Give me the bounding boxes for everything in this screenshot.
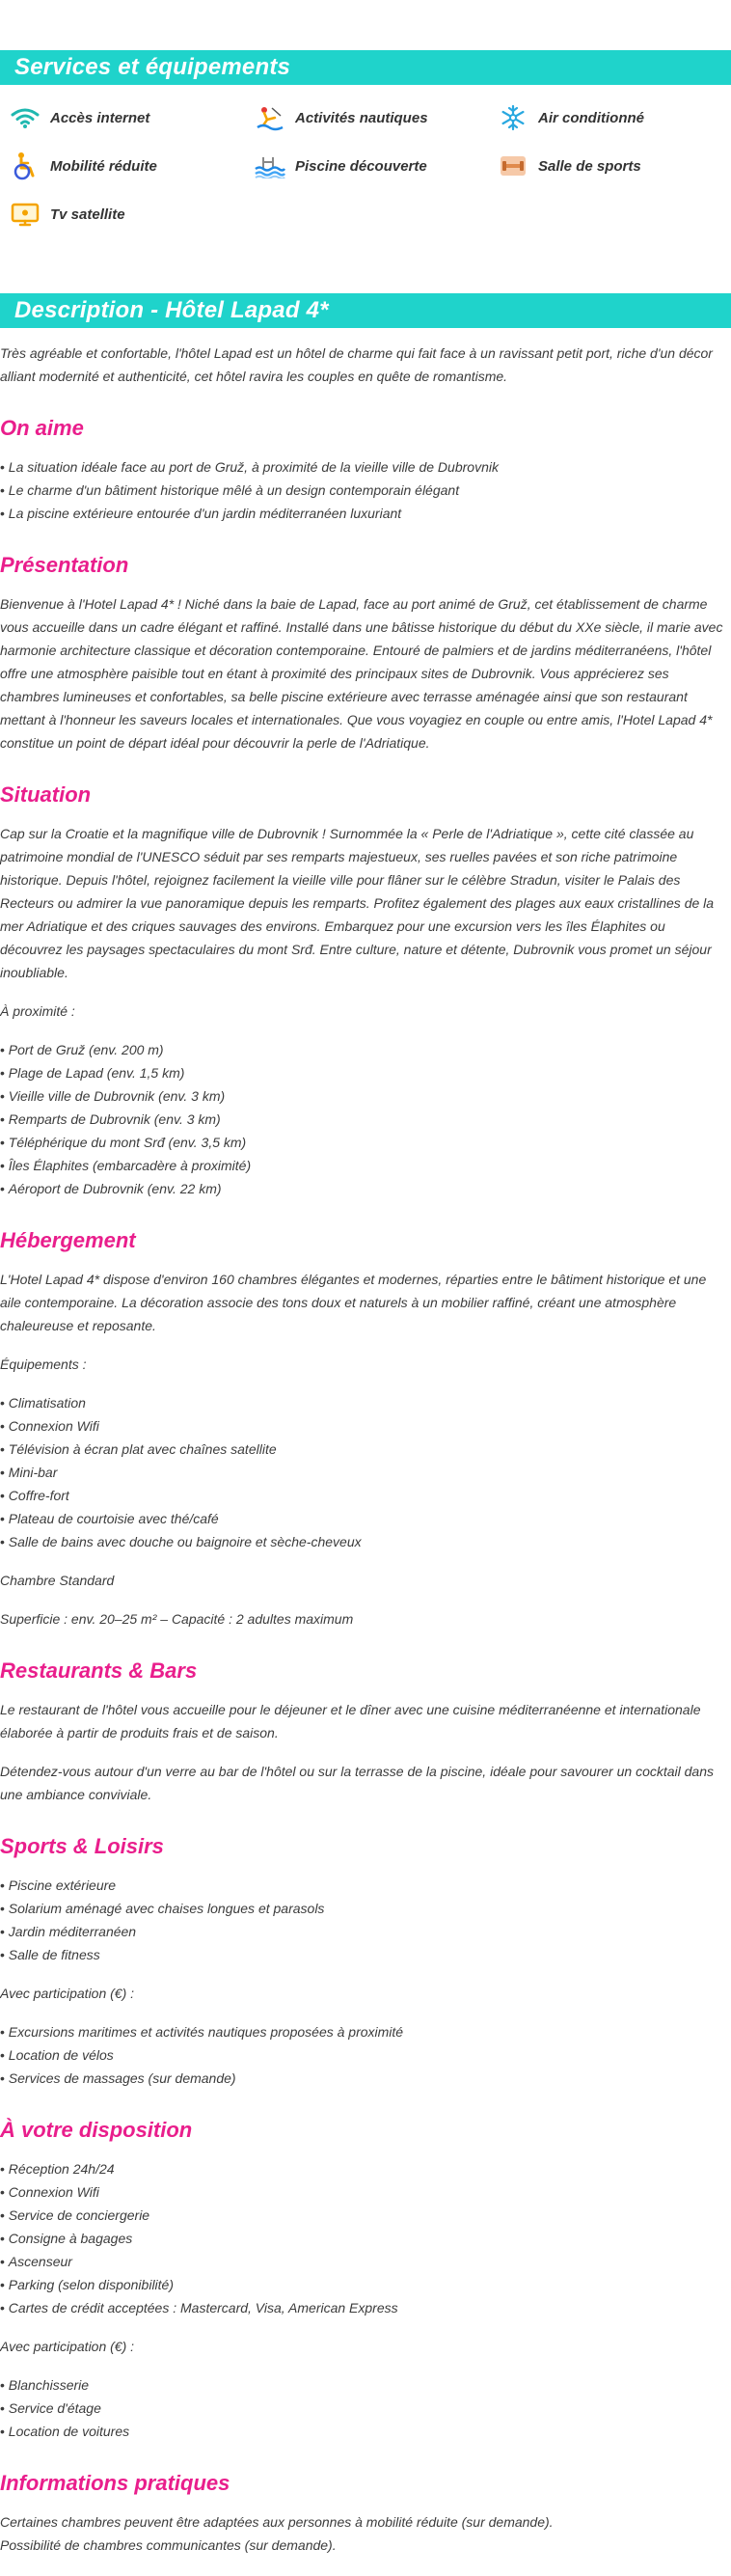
amenity-water-sports — [255, 104, 498, 131]
gym-icon — [498, 152, 528, 179]
list-item: • Blanchisserie — [0, 2373, 731, 2397]
amenity-label: Activités nautiques — [295, 109, 428, 126]
list-item: • Excursions maritimes et activités nautiques proposées à proximité — [0, 2020, 731, 2043]
list-item: • Jardin méditerranéen — [0, 1920, 731, 1943]
disposition-heading: À votre disposition — [0, 2118, 193, 2142]
water-sports-icon — [255, 104, 285, 131]
infos-heading: Informations pratiques — [0, 2471, 230, 2495]
amenity-label: Piscine découverte — [295, 157, 427, 175]
tv-icon — [10, 201, 41, 228]
proximity-label: À proximité : — [0, 1003, 75, 1019]
list-item: • Climatisation — [0, 1391, 731, 1414]
restaurants-text: Le restaurant de l'hôtel vous accueille pour le déjeuner et le dîner avec une cuisine méditerranéenne et internationale élaborée à partir de produits frais et de saison. — [0, 1702, 701, 1740]
services-banner — [0, 50, 731, 85]
list-item: • Vieille ville de Dubrovnik (env. 3 km) — [0, 1084, 731, 1108]
pool-icon — [255, 152, 285, 179]
list-item: • Cartes de crédit acceptées : Mastercard, Visa, American Express — [0, 2296, 731, 2319]
infos-line: Possibilité de chambres communicantes (sur demande). — [0, 2537, 337, 2553]
amenity-label: Mobilité réduite — [50, 157, 157, 175]
equipment-label: Équipements : — [0, 1357, 87, 1372]
on-aime-heading: On aime — [0, 416, 84, 440]
list-item: • Services de massages (sur demande) — [0, 2067, 731, 2090]
restaurants-heading: Restaurants & Bars — [0, 1658, 198, 1683]
disposition-list — [0, 2157, 731, 2319]
infos-line: Certaines chambres peuvent être adaptées aux personnes à mobilité réduite (sur demande). — [0, 2514, 554, 2530]
amenity-outdoor-pool — [255, 152, 498, 179]
amenity-label: Salle de sports — [538, 157, 641, 175]
list-item: • Plage de Lapad (env. 1,5 km) — [0, 1061, 731, 1084]
list-item: • Coffre-fort — [0, 1484, 731, 1507]
list-item: • Plateau de courtoisie avec thé/café — [0, 1507, 731, 1530]
hebergement-heading: Hébergement — [0, 1228, 136, 1252]
wheelchair-icon — [10, 152, 41, 179]
list-item: • Télévision à écran plat avec chaînes satellite — [0, 1438, 731, 1461]
list-item: • Connexion Wifi — [0, 2180, 731, 2204]
description-content — [0, 342, 731, 2557]
list-item: • Service de conciergerie — [0, 2204, 731, 2227]
situation-heading: Situation — [0, 782, 92, 807]
list-item: • Location de vélos — [0, 2043, 731, 2067]
list-item: • Salle de fitness — [0, 1943, 731, 1966]
list-item: • Mini-bar — [0, 1461, 731, 1484]
list-item: • Îles Élaphites (embarcadère à proximité) — [0, 1154, 731, 1177]
list-item: • Téléphérique du mont Srđ (env. 3,5 km) — [0, 1131, 731, 1154]
disposition-paid-label: Avec participation (€) : — [0, 2339, 135, 2354]
list-item: • Remparts de Dubrovnik (env. 3 km) — [0, 1108, 731, 1131]
list-item: • Réception 24h/24 — [0, 2157, 731, 2180]
sports-paid-list — [0, 2020, 731, 2090]
list-item: • Connexion Wifi — [0, 1414, 731, 1438]
amenity-air-conditioning — [498, 104, 731, 131]
bar-text: Détendez-vous autour d'un verre au bar de l'hôtel ou sur la terrasse de la piscine, idéale pour savourer un cocktail dans une ambiance conviviale. — [0, 1764, 714, 1802]
amenity-internet — [10, 104, 255, 131]
sports-heading: Sports & Loisirs — [0, 1834, 164, 1858]
on-aime-list — [0, 455, 731, 525]
list-item: • Salle de bains avec douche ou baignoire et sèche-cheveux — [0, 1530, 731, 1553]
list-item: • Aéroport de Dubrovnik (env. 22 km) — [0, 1177, 731, 1200]
list-item: • Solarium aménagé avec chaises longues et parasols — [0, 1897, 731, 1920]
amenity-label: Air conditionné — [538, 109, 644, 126]
description-intro: Très agréable et confortable, l'hôtel Lapad est un hôtel de charme qui fait face à un ravissant petit port, riche d'un décor alliant modernité et authenticité, cet hôtel ravira les couples en quête de romantisme. — [0, 345, 713, 384]
amenity-label: Tv satellite — [50, 206, 125, 223]
list-item: • La situation idéale face au port de Gruž, à proximité de la vieille ville de Dubrovnik — [0, 455, 731, 479]
snowflake-icon — [498, 104, 528, 131]
list-item: • Location de voitures — [0, 2420, 731, 2443]
list-item: • Service d'étage — [0, 2397, 731, 2420]
amenities-grid — [0, 85, 731, 228]
amenity-reduced-mobility — [10, 152, 255, 179]
list-item: • Parking (selon disponibilité) — [0, 2273, 731, 2296]
list-item: • Le charme d'un bâtiment historique mêlé à un design contemporain élégant — [0, 479, 731, 502]
wifi-icon — [10, 104, 41, 131]
presentation-text: Bienvenue à l'Hotel Lapad 4* ! Niché dans la baie de Lapad, face au port animé de Gruž, cet établissement de charme vous accueille dans un cadre élégant et raffiné. Installé dans une bâtisse historique du début du XXe siècle, il marie avec harmonie architecture classique et décoration contemporaine. Entouré de palmiers et de jardins méditerranéens, l'hôtel offre une atmosphère paisible tout en étant à proximité des principaux sites de Dubrovnik. Vous apprécierez ses chambres lumineuses et confortables, sa belle piscine extérieure avec terrasse aménagée ainsi que son restaurant mettant à l'honneur les saveurs locales et internationales. Que vous voyagiez en couple ou entre amis, l'Hotel Lapad 4* constitue un point de départ idéal pour découvrir la perle de l'Adriatique. — [0, 596, 723, 751]
list-item: • Consigne à bagages — [0, 2227, 731, 2250]
description-title: Description - Hôtel Lapad 4* — [14, 297, 329, 323]
room-type: Chambre Standard — [0, 1573, 115, 1588]
services-title: Services et équipements — [14, 54, 291, 80]
list-item: • Piscine extérieure — [0, 1874, 731, 1897]
presentation-heading: Présentation — [0, 553, 129, 577]
room-info: Superficie : env. 20–25 m² – Capacité : 2 adultes maximum — [0, 1611, 354, 1627]
amenity-satellite-tv — [10, 201, 255, 228]
sports-list — [0, 1874, 731, 1966]
list-item: • La piscine extérieure entourée d'un jardin méditerranéen luxuriant — [0, 502, 731, 525]
proximity-list — [0, 1038, 731, 1200]
disposition-paid-list — [0, 2373, 731, 2443]
hebergement-text: L'Hotel Lapad 4* dispose d'environ 160 chambres élégantes et modernes, réparties entre le bâtiment historique et une aile contemporaine. La décoration associe des tons doux et naturels à un mobilier raffiné, créant une atmosphère chaleureuse et reposante. — [0, 1272, 707, 1333]
situation-text: Cap sur la Croatie et la magnifique ville de Dubrovnik ! Surnommée la « Perle de l'Adriatique », cette cité classée au patrimoine mondial de l'UNESCO séduit par ses remparts majestueux, ses ruelles pavées et son riche patrimoine historique. Depuis l'hôtel, rejoignez facilement la vieille ville pour flâner sur le célèbre Stradun, visiter le Palais des Recteurs ou admirer la vue panoramique depuis les remparts. Profitez également des plages aux eaux cristallines de la mer Adriatique et des criques sauvages des environs. Embarquez pour une excursion vers les îles Élaphites ou découvrez les paysages spectaculaires du mont Srđ. Entre culture, nature et détente, Dubrovnik vous promet un séjour inoubliable. — [0, 826, 715, 980]
amenity-label: Accès internet — [50, 109, 150, 126]
sports-paid-label: Avec participation (€) : — [0, 1986, 135, 2001]
description-banner — [0, 293, 731, 328]
list-item: • Ascenseur — [0, 2250, 731, 2273]
list-item: • Port de Gruž (env. 200 m) — [0, 1038, 731, 1061]
equipment-list — [0, 1391, 731, 1553]
amenity-gym — [498, 152, 731, 179]
